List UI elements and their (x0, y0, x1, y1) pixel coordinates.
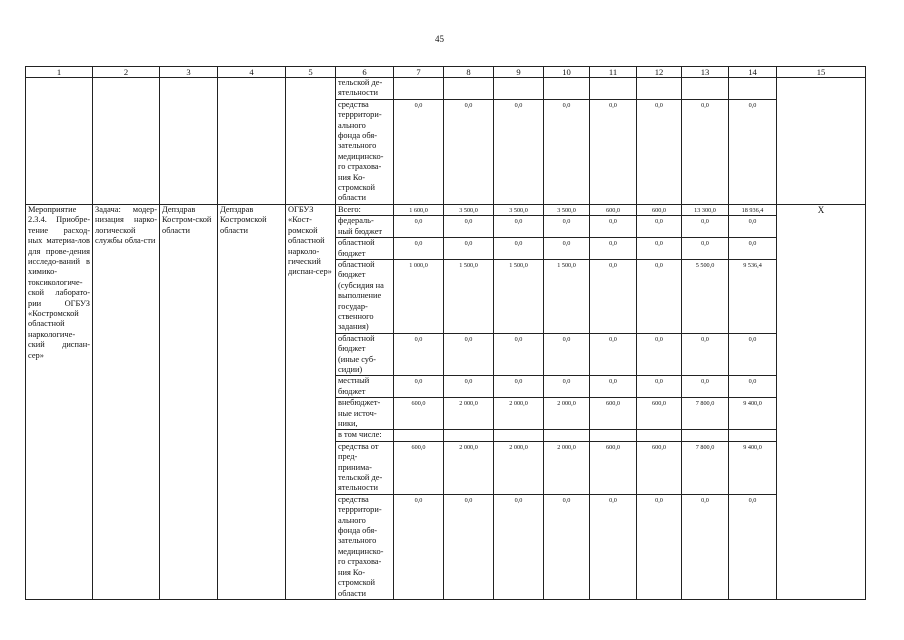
activity-row-value: 0,0 (494, 376, 544, 398)
continuation-row-value (544, 78, 590, 100)
activity-row-value: 0,0 (682, 238, 729, 260)
activity-row-value (494, 430, 544, 441)
activity-row-value (444, 430, 494, 441)
activity-row-value (590, 430, 637, 441)
continuation-row-value (444, 78, 494, 100)
continuation-row-source: средства террритори- ального фонда обя- зательного медицинско- го страхова- ния Ко- стромской области (336, 99, 394, 204)
activity-row-value: 2 000,0 (544, 441, 590, 494)
activity-row-value: 1 000,0 (394, 259, 444, 333)
activity-row-value: 0,0 (444, 494, 494, 599)
activity-task: Задача: модер-низация нарко-логической службы обла-сти (93, 204, 160, 599)
table-body (26, 67, 866, 600)
activity-row-value: 600,0 (637, 441, 682, 494)
column-header-2: 2 (93, 67, 160, 78)
activity-row-value: 0,0 (394, 494, 444, 599)
continuation-empty-cell (26, 78, 93, 205)
continuation-row-value: 0,0 (394, 99, 444, 204)
column-header-8: 8 (444, 67, 494, 78)
continuation-row-value: 0,0 (444, 99, 494, 204)
activity-row-value: 2 000,0 (444, 398, 494, 430)
continuation-row-value: 0,0 (637, 99, 682, 204)
activity-row-source: областной бюджет (иные суб- сидии) (336, 333, 394, 376)
continuation-empty-cell (160, 78, 218, 205)
activity-row-value: 2 000,0 (494, 398, 544, 430)
activity-row-value: 600,0 (590, 398, 637, 430)
continuation-row-value: 0,0 (729, 99, 777, 204)
activity-row-value: 0,0 (444, 238, 494, 260)
column-header-14: 14 (729, 67, 777, 78)
activity-row-value: 18 936,4 (729, 204, 777, 215)
column-header-13: 13 (682, 67, 729, 78)
activity-row-value: 3 500,0 (444, 204, 494, 215)
continuation-row-value (637, 78, 682, 100)
continuation-row-value: 0,0 (544, 99, 590, 204)
activity-row-value: 1 500,0 (544, 259, 590, 333)
activity-row-value: 7 800,0 (682, 398, 729, 430)
activity-row-value: 0,0 (682, 216, 729, 238)
column-header-5: 5 (286, 67, 336, 78)
activity-row-value: 0,0 (544, 333, 590, 376)
activity-row-value: 600,0 (637, 398, 682, 430)
activity-row-value (682, 430, 729, 441)
activity-customer: Депздрав Костром-ской области (160, 204, 218, 599)
activity-row-value: 0,0 (682, 494, 729, 599)
activity-row-value: 600,0 (394, 398, 444, 430)
continuation-row-value: 0,0 (494, 99, 544, 204)
activity-row-value: 0,0 (394, 333, 444, 376)
activity-row-value: 0,0 (637, 216, 682, 238)
activity-row-value: 0,0 (682, 376, 729, 398)
continuation-empty-cell (93, 78, 160, 205)
column-header-1: 1 (26, 67, 93, 78)
activity-coordinator: Депздрав Костромской области (218, 204, 286, 599)
column-15-mark: X (777, 204, 866, 599)
activity-row-source: средства от пред- принима- тельской де- ятельности (336, 441, 394, 494)
activity-row-value: 0,0 (394, 238, 444, 260)
continuation-row-value: 0,0 (682, 99, 729, 204)
continuation-row-value (729, 78, 777, 100)
column-header-6: 6 (336, 67, 394, 78)
table-row (26, 204, 866, 215)
activity-row-value: 0,0 (494, 494, 544, 599)
activity-row-value (394, 430, 444, 441)
activity-row-source: местный бюджет (336, 376, 394, 398)
activity-row-value: 0,0 (590, 259, 637, 333)
activity-row-value: 0,0 (729, 494, 777, 599)
activity-row-value: 3 500,0 (494, 204, 544, 215)
activity-row-value: 0,0 (729, 376, 777, 398)
activity-row-value: 600,0 (394, 441, 444, 494)
activity-row-value: 0,0 (494, 238, 544, 260)
continuation-row-value (494, 78, 544, 100)
activity-row-value: 0,0 (637, 333, 682, 376)
activity-row-value: 0,0 (590, 216, 637, 238)
activity-row-value: 0,0 (544, 494, 590, 599)
activity-row-source: областной бюджет (субсидия на выполнение государ- ственного задания) (336, 259, 394, 333)
column-header-10: 10 (544, 67, 590, 78)
activity-row-source: Всего: (336, 204, 394, 215)
activity-row-value: 0,0 (637, 494, 682, 599)
activity-row-value: 0,0 (494, 216, 544, 238)
activity-row-value: 0,0 (590, 494, 637, 599)
activity-row-value: 13 300,0 (682, 204, 729, 215)
activity-row-value: 600,0 (637, 204, 682, 215)
budget-table (25, 66, 866, 600)
activity-row-value: 0,0 (729, 238, 777, 260)
activity-row-value: 9 536,4 (729, 259, 777, 333)
activity-row-value: 2 000,0 (444, 441, 494, 494)
activity-row-value: 0,0 (729, 333, 777, 376)
column-header-12: 12 (637, 67, 682, 78)
activity-row-value: 5 500,0 (682, 259, 729, 333)
activity-row-value: 2 000,0 (494, 441, 544, 494)
activity-row-value: 0,0 (444, 216, 494, 238)
activity-row-value: 7 800,0 (682, 441, 729, 494)
continuation-row-value (682, 78, 729, 100)
activity-row-value: 0,0 (394, 216, 444, 238)
activity-row-value: 0,0 (544, 238, 590, 260)
table-row (26, 78, 866, 100)
activity-row-value: 0,0 (590, 333, 637, 376)
activity-row-value: 0,0 (494, 333, 544, 376)
activity-row-value: 0,0 (729, 216, 777, 238)
activity-row-value: 0,0 (544, 376, 590, 398)
column-header-15: 15 (777, 67, 866, 78)
activity-row-value (729, 430, 777, 441)
activity-row-value: 3 500,0 (544, 204, 590, 215)
activity-row-value: 0,0 (637, 238, 682, 260)
activity-row-value: 0,0 (544, 216, 590, 238)
activity-row-source: внебюджет- ные источ- ники, (336, 398, 394, 430)
activity-row-value: 600,0 (590, 441, 637, 494)
continuation-row-value (590, 78, 637, 100)
activity-row-value: 1 600,0 (394, 204, 444, 215)
activity-row-value: 0,0 (637, 259, 682, 333)
activity-row-value: 0,0 (590, 238, 637, 260)
column-header-4: 4 (218, 67, 286, 78)
activity-row-value: 600,0 (590, 204, 637, 215)
continuation-col15 (777, 78, 866, 205)
column-header-3: 3 (160, 67, 218, 78)
continuation-empty-cell (286, 78, 336, 205)
continuation-empty-cell (218, 78, 286, 205)
column-header-9: 9 (494, 67, 544, 78)
activity-row-source: средства террритори- ального фонда обя- зательного медицинско- го страхова- ния Ко- стромской области (336, 494, 394, 599)
continuation-row-value (394, 78, 444, 100)
activity-executor: ОГБУЗ «Кост-ромской областной нарколо-гический диспан-сер» (286, 204, 336, 599)
activity-row-source: в том числе: (336, 430, 394, 441)
activity-row-value: 0,0 (682, 333, 729, 376)
activity-row-value (544, 430, 590, 441)
activity-row-value: 9 400,0 (729, 441, 777, 494)
activity-row-value: 0,0 (394, 376, 444, 398)
activity-name: Мероприятие 2.3.4. Приобре-тение расход-ных материа-лов для прове-дения исследо-ваний в химико-токсикологиче-ской лаборато-рии ОГБУЗ «Костромской областной наркологиче-ский диспан-сер» (26, 204, 93, 599)
activity-row-value: 1 500,0 (494, 259, 544, 333)
activity-row-value: 0,0 (444, 333, 494, 376)
activity-row-value: 2 000,0 (544, 398, 590, 430)
activity-row-value: 0,0 (590, 376, 637, 398)
page-number: 45 (435, 34, 444, 44)
activity-row-source: федераль- ный бюджет (336, 216, 394, 238)
continuation-row-value: 0,0 (590, 99, 637, 204)
column-header-7: 7 (394, 67, 444, 78)
column-header-11: 11 (590, 67, 637, 78)
activity-row-source: областной бюджет (336, 238, 394, 260)
activity-row-value: 1 500,0 (444, 259, 494, 333)
activity-row-value: 0,0 (444, 376, 494, 398)
continuation-row-source: тельской де- ятельности (336, 78, 394, 100)
column-header-row (26, 67, 866, 78)
activity-row-value: 9 400,0 (729, 398, 777, 430)
activity-row-value (637, 430, 682, 441)
activity-row-value: 0,0 (637, 376, 682, 398)
